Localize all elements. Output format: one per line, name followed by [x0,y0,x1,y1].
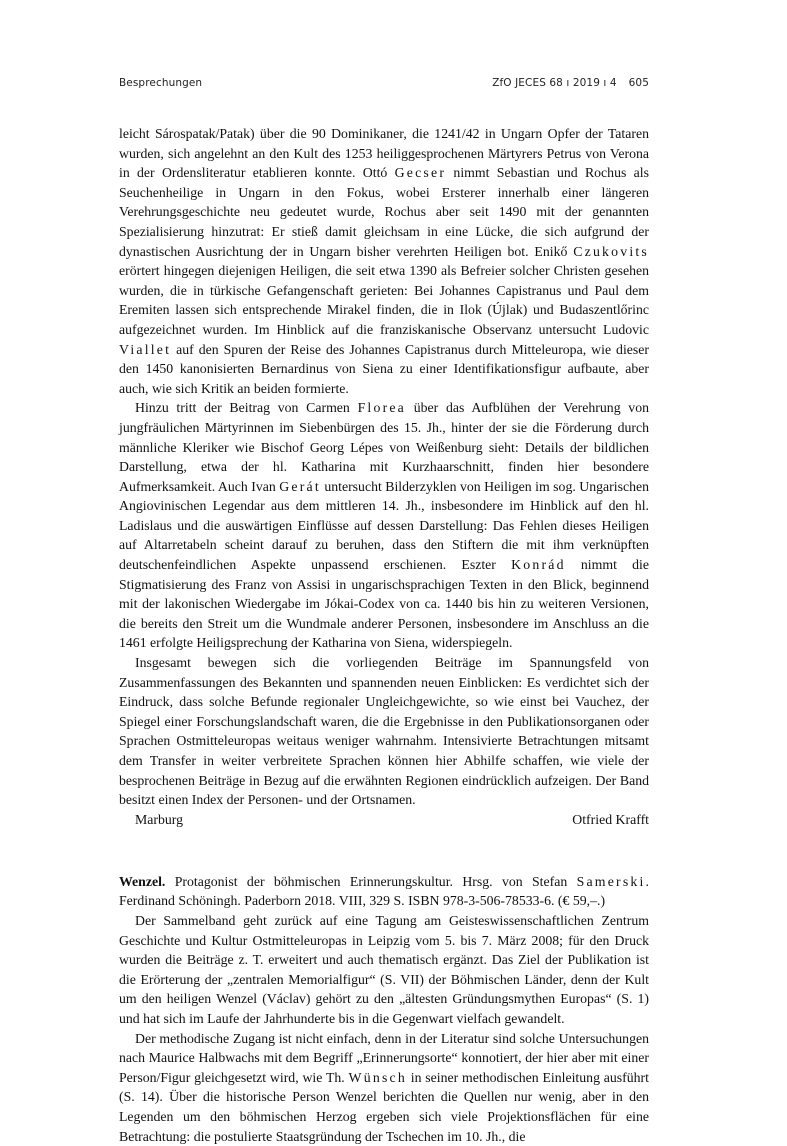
journal-issue: ZfO JECES 68 ı 2019 ı 4 [492,77,617,89]
text-run: leicht Sárospatak/Patak) über die 90 Dominikaner, die 1241/42 in Ungarn Opfer der Tataren wurden, sich angelehnt an den Kult des 1253 heiliggesprochenen Märtyrers Petrus von Verona in der Ordensliteratur etablieren konnte. Ottó [119,126,649,181]
section-gap [119,830,649,872]
paragraph [119,398,649,653]
text-run: . Ferdinand Schöningh. Paderborn 2018. VIII, 329 S. ISBN 978-3-506-78533-6. (€ 59,–.) [119,873,649,909]
page-number: 605 [628,77,649,89]
author-name: Wünsch [348,1069,407,1085]
paragraph: Der Sammelband geht zurück auf eine Tagung am Geisteswissenschaftlichen Zentrum Geschichte und Kultur Ostmitteleuropas in Leipzig vom 5. bis 7. März 2008; für den Druck wurden die Beiträge z. T. erweitert und auch thematisch ergänzt. Das Ziel der Publikation ist die Erörterung der „zentralen Memorialfigur“ (S. VII) der Böhmischen Länder, denn der Kult um den heiligen Wenzel (Václav) gehört zu den „ältesten Gründungsmythen Europas“ (S. 1) und hat sich im Laufe der Jahrhunderte bis in die Gegenwart vielfach gewandelt. [119,912,649,1026]
review-heading [119,872,649,911]
body-text [119,124,649,1146]
text-run: auf den Spuren der Reise des Johannes Capistranus durch Mitteleuropa, wie dieser den 1450 kanonisierten Bernardinus von Siena zu einer Identifikationsfigur aufbaute, aber auch, wie sich Kritik an beiden formierte. [119,341,649,396]
text-run: in seiner methodischen Einleitung ausführt (S. 14). Über die historische Person Wenzel berichten die Quellen nur wenig, aber in den Legenden um den böhmischen Herzog ergeben sich viele Projektionsflächen für eine Betrachtung: die postulierte Staatsgründung der Tschechen im 10. Jh., die [119,1069,649,1144]
signoff-city: Marburg [135,811,184,827]
text-run: Hinzu tritt der Beitrag von Carmen [135,400,358,416]
paragraph: Insgesamt bewegen sich die vorliegenden Beiträge im Spannungsfeld von Zusammenfassungen des Bekannten und spannenden neuen Einblicken: Es verdichtet sich der Eindruck, dass solche Befunde regionaler Ungleichgewichte, so wie einst bei Vauchez, der Spiegel einer Forschungslandschaft waren, die die Ergebnisse in den Publikationsorganen oder Sprachen Ostmitteleuropas weitaus weniger wahrnahm. Intensivierte Betrachtungen mitsamt dem Transfer in weiter verbreitete Sprachen können hier Abhilfe schaffen, wie viele der besprochenen Beiträge in Bezug auf die erwähnten Regionen eindrücklich aufzeigen. Der Band besitzt einen Index der Personen- und der Ortsnamen. [119,655,649,808]
text-run: untersucht Bilderzyklen von Heiligen im sog. Ungarischen Angiovinischen Legendar aus dem mittleren 14. Jh., insbesondere im Hinblick auf den hl. Ladislaus und die auswärtigen Einflüsse auf dessen Darstellung: Das Fehlen dieses Heiligen auf Altarretabeln scheint darauf zu beruhen, dass den Stiftern die mit ihm verknüpften deutschenfeindlichen Aspekte unpassend erschienen. Eszter [119,478,649,573]
running-header [119,77,649,93]
signoff [119,810,649,830]
journal-info [492,77,649,89]
section-title: Besprechungen [119,77,203,89]
paragraph [119,1029,649,1146]
author-name: Czukovits [573,243,649,259]
text-run: nimmt die Stigmatisierung des Franz von Assisi in ungarischsprachigen Texten in den Blick, beginnend mit der lakonischen Wiedergabe im Jókai-Codex von ca. 1440 bis hin zu weiteren Versionen, die bereits den Streit um die Wundmale anderer Personen, insbesondere im Anschluss an die 1461 erfolgte Heiligsprechung der Katharina von Siena, widerspiegeln. [119,557,649,651]
text-run: nimmt Sebastian und Rochus als Seuchenheilige in Ungarn in den Fokus, wobei Ersterer innerhalb einer längeren Verehrungsgeschichte neu gedeutet wurde, Rochus aber seit 1490 mit der genannten Spezialisierung hinzutrat: Er stieß damit gleichsam in eine Lücke, die sich aufgrund der dynastischen Ausrichtung der in Ungarn bisher verehrten Heiligen bot. Enikő [119,165,649,259]
author-name: Gecser [394,165,447,181]
text-run: Protagonist der böhmischen Erinnerungskultur. Hrsg. von Stefan [165,873,577,889]
signoff-author: Otfried Krafft [572,811,649,827]
author-name: Konrád [511,557,566,573]
review-title: Wenzel. [119,873,166,889]
text-run: über das Aufblühen der Verehrung von jungfräulichen Märtyrinnen im Siebenbürgen des 15. Jh., hinter der sie die Förderung durch männliche Kleriker wie Bischof Georg Lépes von Weißenburg sieht: Details der bildlichen Darstellung, etwa der hl. Katharina mit Kurzhaarschnitt, finden hier besondere Aufmerksamkeit. Auch Ivan [119,400,650,494]
editor-name: Samerski [576,873,646,889]
paragraph [119,124,649,398]
author-name: Florea [357,400,407,416]
text-run: erörtert hingegen diejenigen Heiligen, die seit etwa 1390 als Befreier solcher Christen gesehen wurden, die in türkische Gefangenschaft gerieten: Bei Johannes Capistranus und Paul dem Eremiten lassen sich entsprechende Mirakel finden, die in Ilok (Újlak) und Budaszentlőrinc aufgezeichnet wurden. Im Hinblick auf die franziskanische Observanz untersucht Ludovic [119,263,649,337]
text-run: Der methodische Zugang ist nicht einfach, denn in der Literatur sind solche Untersuchungen nach Maurice Halbwachs mit dem Begriff „Erinnerungsorte“ konnotiert, der hier aber mit einer Person/Figur gleichgesetzt wird, wie Th. [119,1030,649,1085]
author-name: Viallet [119,341,172,357]
author-name: Gerát [279,478,321,494]
